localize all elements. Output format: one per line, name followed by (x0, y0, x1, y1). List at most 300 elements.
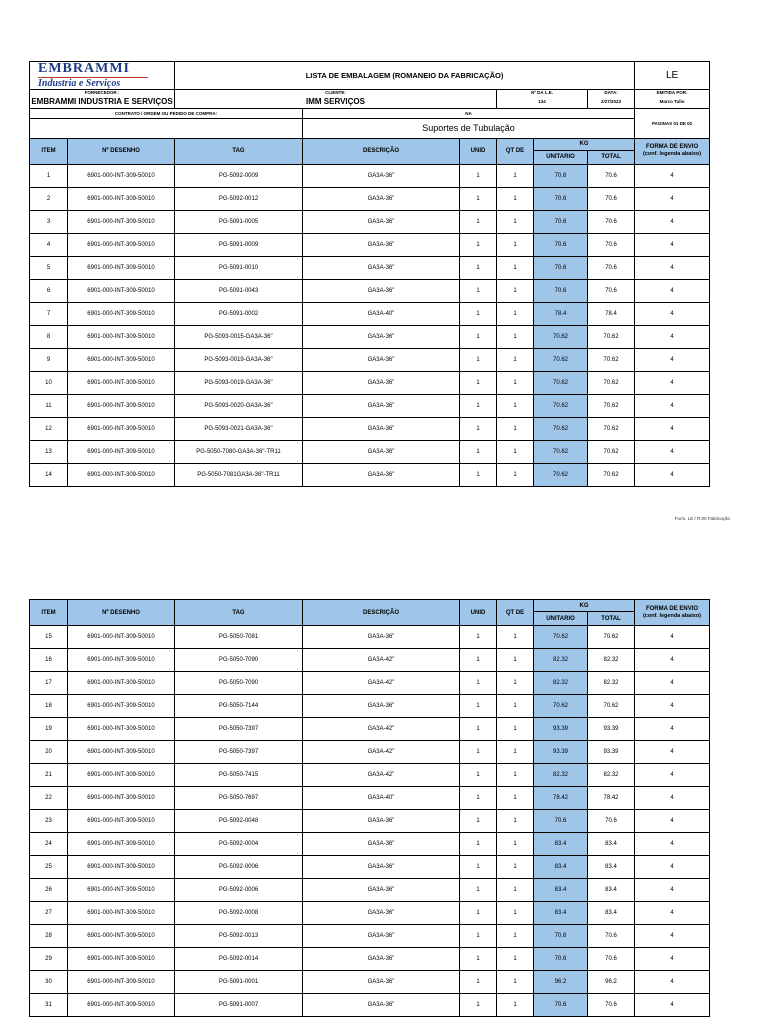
cell-desenho: 6901-000-INT-309-50010 (68, 902, 175, 925)
cell-unid: 1 (460, 856, 497, 879)
cell-unid: 1 (460, 210, 497, 233)
cell-kg-unitario: 70.62 (534, 463, 588, 486)
cell-descricao: GA3A-42" (303, 649, 460, 672)
cell-kg-total: 70.62 (588, 440, 635, 463)
cell-desenho: 6901-000-INT-309-50010 (68, 695, 175, 718)
cell-envio: 4 (635, 187, 710, 210)
cell-kg-unitario: 70.62 (534, 325, 588, 348)
cell-desenho: 6901-000-INT-309-50010 (68, 187, 175, 210)
cell-item: 12 (30, 417, 68, 440)
cell-desenho: 6901-000-INT-309-50010 (68, 925, 175, 948)
col-descricao: DESCRIÇÃO (303, 600, 460, 626)
cell-kg-unitario: 83.4 (534, 856, 588, 879)
cell-tag: PG-5050-7144 (175, 695, 303, 718)
cell-envio: 4 (635, 164, 710, 187)
col-envio-title: FORMA DE ENVIO (646, 144, 699, 150)
cell-envio: 4 (635, 994, 710, 1017)
cell-descricao: GA3A-36" (303, 463, 460, 486)
form-footer-note: Form. LE / R:00 Fabricação (674, 516, 730, 521)
contrato-label: CONTRATO / ORDEM OU PEDIDO DE COMPRA: (30, 108, 303, 118)
col-envio-note: (conf. legenda abaixo) (642, 612, 702, 619)
cell-kg-total: 70.62 (588, 325, 635, 348)
cell-qtde: 1 (497, 971, 534, 994)
cliente-value: IMM SERVIÇOS (175, 95, 497, 108)
cell-unid: 1 (460, 879, 497, 902)
col-descricao: DESCRIÇÃO (303, 138, 460, 164)
table-row (30, 672, 710, 695)
col-unitario: UNITARIO (534, 612, 588, 626)
company-logo (30, 62, 175, 90)
cell-kg-total: 70.6 (588, 164, 635, 187)
cell-envio: 4 (635, 833, 710, 856)
cell-descricao: GA3A-36" (303, 371, 460, 394)
cell-descricao: GA3A-36" (303, 810, 460, 833)
table-row (30, 463, 710, 486)
cell-tag: PG-5091-0007 (175, 994, 303, 1017)
cell-tag: PG-5091-0002 (175, 302, 303, 325)
cell-kg-total: 70.6 (588, 256, 635, 279)
table-row (30, 925, 710, 948)
cell-item: 5 (30, 256, 68, 279)
data-label: DATA: (588, 90, 635, 96)
cell-envio: 4 (635, 902, 710, 925)
cell-unid: 1 (460, 348, 497, 371)
cell-descricao: GA3A-36" (303, 187, 460, 210)
cell-desenho: 6901-000-INT-309-50010 (68, 256, 175, 279)
col-qtde: QT DE (497, 600, 534, 626)
cell-tag: PG-5050-7415 (175, 764, 303, 787)
cell-kg-total: 82.32 (588, 764, 635, 787)
col-unitario: UNITARIO (534, 150, 588, 164)
cell-kg-unitario: 78.42 (534, 787, 588, 810)
cell-envio: 4 (635, 210, 710, 233)
cell-kg-total: 70.62 (588, 626, 635, 649)
table-row (30, 440, 710, 463)
cell-item: 19 (30, 718, 68, 741)
cell-tag: PG-5050-7397 (175, 741, 303, 764)
cell-descricao: GA3A-40" (303, 787, 460, 810)
table-row (30, 279, 710, 302)
cell-kg-unitario: 82.32 (534, 764, 588, 787)
cell-desenho: 6901-000-INT-309-50010 (68, 279, 175, 302)
cell-qtde: 1 (497, 440, 534, 463)
cell-kg-unitario: 70.62 (534, 626, 588, 649)
cell-desenho: 6901-000-INT-309-50010 (68, 718, 175, 741)
cell-tag: PG-5092-0009 (175, 164, 303, 187)
cell-unid: 1 (460, 971, 497, 994)
cell-tag: PG-5092-0008 (175, 902, 303, 925)
cell-qtde: 1 (497, 233, 534, 256)
cell-item: 14 (30, 463, 68, 486)
cell-desenho: 6901-000-INT-309-50010 (68, 971, 175, 994)
cell-kg-total: 82.32 (588, 649, 635, 672)
col-envio (635, 600, 710, 626)
cell-desenho: 6901-000-INT-309-50010 (68, 626, 175, 649)
col-tag: TAG (175, 138, 303, 164)
packing-list-page-2 (29, 599, 710, 1017)
cell-descricao: GA3A-42" (303, 741, 460, 764)
cell-unid: 1 (460, 741, 497, 764)
cell-envio: 4 (635, 233, 710, 256)
cell-tag: PG-5050-7081 (175, 626, 303, 649)
cell-unid: 1 (460, 302, 497, 325)
cell-tag: PG-5050-7081GA3A-36"-TR11 (175, 463, 303, 486)
cell-envio: 4 (635, 256, 710, 279)
cell-envio: 4 (635, 695, 710, 718)
cell-tag: PG-5091-0005 (175, 210, 303, 233)
col-kg: KG (534, 138, 635, 150)
cell-descricao: GA3A-36" (303, 626, 460, 649)
col-tag: TAG (175, 600, 303, 626)
cell-kg-unitario: 93.39 (534, 718, 588, 741)
fornecedor-label: FORNECEDOR : (30, 90, 175, 96)
cell-kg-total: 78.42 (588, 787, 635, 810)
cell-tag: PG-5092-0004 (175, 833, 303, 856)
cell-unid: 1 (460, 787, 497, 810)
cell-desenho: 6901-000-INT-309-50010 (68, 948, 175, 971)
cell-qtde: 1 (497, 994, 534, 1017)
cell-envio: 4 (635, 948, 710, 971)
cell-envio: 4 (635, 649, 710, 672)
cell-unid: 1 (460, 810, 497, 833)
cell-kg-unitario: 70.6 (534, 233, 588, 256)
cell-desenho: 6901-000-INT-309-50010 (68, 649, 175, 672)
cell-envio: 4 (635, 463, 710, 486)
cell-kg-total: 83.4 (588, 856, 635, 879)
cell-descricao: GA3A-36" (303, 695, 460, 718)
col-total: TOTAL (588, 612, 635, 626)
cell-qtde: 1 (497, 164, 534, 187)
cell-envio: 4 (635, 394, 710, 417)
cell-qtde: 1 (497, 948, 534, 971)
cell-kg-total: 70.6 (588, 925, 635, 948)
cell-item: 20 (30, 741, 68, 764)
table-row (30, 718, 710, 741)
table-row (30, 233, 710, 256)
table-row (30, 948, 710, 971)
cell-kg-total: 70.6 (588, 994, 635, 1017)
cell-tag: PG-5092-0006 (175, 879, 303, 902)
cell-descricao: GA3A-42" (303, 764, 460, 787)
cell-envio: 4 (635, 925, 710, 948)
cell-descricao: GA3A-36" (303, 879, 460, 902)
cell-envio: 4 (635, 279, 710, 302)
cell-kg-unitario: 70.6 (534, 164, 588, 187)
cell-kg-total: 70.6 (588, 187, 635, 210)
cell-kg-unitario: 70.62 (534, 371, 588, 394)
cell-tag: PG-5093-0020-GA3A-36" (175, 394, 303, 417)
cell-item: 21 (30, 764, 68, 787)
cell-qtde: 1 (497, 348, 534, 371)
cell-qtde: 1 (497, 394, 534, 417)
cell-envio: 4 (635, 302, 710, 325)
cell-qtde: 1 (497, 210, 534, 233)
cell-descricao: GA3A-36" (303, 948, 460, 971)
cell-tag: PG-5050-7090 (175, 672, 303, 695)
cell-unid: 1 (460, 649, 497, 672)
contrato-value (30, 118, 303, 138)
cell-item: 11 (30, 394, 68, 417)
table-row (30, 741, 710, 764)
cell-descricao: GA3A-42" (303, 718, 460, 741)
cell-kg-total: 70.6 (588, 210, 635, 233)
cell-tag: PG-5050-7697 (175, 787, 303, 810)
cell-unid: 1 (460, 279, 497, 302)
table-body-page-1 (30, 164, 710, 486)
cell-tag: PG-5091-0010 (175, 256, 303, 279)
cell-kg-total: 78.4 (588, 302, 635, 325)
cell-descricao: GA3A-36" (303, 394, 460, 417)
cell-item: 31 (30, 994, 68, 1017)
cell-tag: PG-5092-0048 (175, 810, 303, 833)
table-row (30, 187, 710, 210)
cell-kg-unitario: 70.6 (534, 256, 588, 279)
table-row (30, 371, 710, 394)
cell-qtde: 1 (497, 718, 534, 741)
cell-kg-unitario: 70.62 (534, 417, 588, 440)
col-item: ITEM (30, 138, 68, 164)
cell-kg-total: 70.62 (588, 417, 635, 440)
cell-kg-total: 70.62 (588, 371, 635, 394)
cell-unid: 1 (460, 764, 497, 787)
cell-item: 6 (30, 279, 68, 302)
cell-unid: 1 (460, 440, 497, 463)
cell-kg-unitario: 70.6 (534, 948, 588, 971)
cell-item: 26 (30, 879, 68, 902)
cell-kg-total: 82.32 (588, 672, 635, 695)
table-row (30, 971, 710, 994)
col-qtde: QT DE (497, 138, 534, 164)
cell-qtde: 1 (497, 187, 534, 210)
cell-kg-unitario: 70.6 (534, 210, 588, 233)
cell-desenho: 6901-000-INT-309-50010 (68, 348, 175, 371)
cell-envio: 4 (635, 626, 710, 649)
cell-qtde: 1 (497, 925, 534, 948)
table-row (30, 833, 710, 856)
document-title: LISTA DE EMBALAGEM (ROMANEIO DA FABRICAÇÃO) (175, 62, 635, 90)
cell-kg-unitario: 70.62 (534, 394, 588, 417)
cell-item: 2 (30, 187, 68, 210)
cell-tag: PG-5092-0013 (175, 925, 303, 948)
cell-qtde: 1 (497, 649, 534, 672)
cell-descricao: GA3A-36" (303, 417, 460, 440)
cell-tag: PG-5050-7080-GA3A-36"-TR11 (175, 440, 303, 463)
cell-descricao: GA3A-36" (303, 440, 460, 463)
cell-kg-total: 70.62 (588, 695, 635, 718)
col-unid: UNID (460, 138, 497, 164)
cell-unid: 1 (460, 833, 497, 856)
table-row (30, 302, 710, 325)
cell-kg-total: 70.6 (588, 279, 635, 302)
cell-kg-unitario: 96.2 (534, 971, 588, 994)
cell-item: 8 (30, 325, 68, 348)
cell-item: 3 (30, 210, 68, 233)
cell-item: 9 (30, 348, 68, 371)
cell-item: 10 (30, 371, 68, 394)
col-unid: UNID (460, 600, 497, 626)
cliente-label: CLIENTE: (175, 90, 497, 96)
cell-desenho: 6901-000-INT-309-50010 (68, 233, 175, 256)
cell-desenho: 6901-000-INT-309-50010 (68, 833, 175, 856)
cell-kg-unitario: 70.62 (534, 440, 588, 463)
cell-kg-total: 70.6 (588, 233, 635, 256)
cell-item: 1 (30, 164, 68, 187)
cell-desenho: 6901-000-INT-309-50010 (68, 764, 175, 787)
cell-kg-unitario: 70.6 (534, 279, 588, 302)
cell-item: 29 (30, 948, 68, 971)
cell-desenho: 6901-000-INT-309-50010 (68, 672, 175, 695)
cell-desenho: 6901-000-INT-309-50010 (68, 994, 175, 1017)
table-row (30, 902, 710, 925)
cell-qtde: 1 (497, 741, 534, 764)
table-row (30, 649, 710, 672)
cell-tag: PG-5093-0019-GA3A-36" (175, 348, 303, 371)
table-row (30, 695, 710, 718)
col-envio-note: (conf. legenda abaixo) (643, 151, 702, 157)
cell-unid: 1 (460, 417, 497, 440)
table-row (30, 994, 710, 1017)
cell-kg-total: 70.6 (588, 948, 635, 971)
cell-qtde: 1 (497, 695, 534, 718)
cell-kg-total: 83.4 (588, 902, 635, 925)
cell-item: 7 (30, 302, 68, 325)
cell-item: 22 (30, 787, 68, 810)
nr-le-label: Nº DA L.E. (497, 90, 588, 96)
cell-descricao: GA3A-36" (303, 348, 460, 371)
table-row (30, 325, 710, 348)
cell-item: 30 (30, 971, 68, 994)
cell-envio: 4 (635, 440, 710, 463)
cell-tag: PG-5093-0015-GA3A-36" (175, 325, 303, 348)
table-row (30, 764, 710, 787)
cell-tag: PG-5092-0012 (175, 187, 303, 210)
table-row (30, 810, 710, 833)
cell-unid: 1 (460, 626, 497, 649)
cell-descricao: GA3A-36" (303, 325, 460, 348)
cell-desenho: 6901-000-INT-309-50010 (68, 325, 175, 348)
document-code: LE (635, 62, 710, 90)
cell-desenho: 6901-000-INT-309-50010 (68, 856, 175, 879)
cell-item: 18 (30, 695, 68, 718)
cell-desenho: 6901-000-INT-309-50010 (68, 463, 175, 486)
cell-envio: 4 (635, 325, 710, 348)
cell-kg-total: 70.62 (588, 394, 635, 417)
cell-descricao: GA3A-36" (303, 210, 460, 233)
cell-envio: 4 (635, 417, 710, 440)
cell-envio: 4 (635, 787, 710, 810)
col-item: ITEM (30, 600, 68, 626)
cell-desenho: 6901-000-INT-309-50010 (68, 210, 175, 233)
cell-unid: 1 (460, 718, 497, 741)
cell-qtde: 1 (497, 325, 534, 348)
cell-unid: 1 (460, 164, 497, 187)
cell-envio: 4 (635, 971, 710, 994)
cell-descricao: GA3A-36" (303, 233, 460, 256)
cell-qtde: 1 (497, 626, 534, 649)
cell-tag: PG-5093-0021-GA3A-36" (175, 417, 303, 440)
cell-envio: 4 (635, 672, 710, 695)
cell-unid: 1 (460, 187, 497, 210)
cell-item: 17 (30, 672, 68, 695)
col-desenho: Nº DESENHO (68, 600, 175, 626)
cell-unid: 1 (460, 371, 497, 394)
cell-envio: 4 (635, 764, 710, 787)
packing-list-page-1 (29, 61, 710, 487)
cell-kg-total: 83.4 (588, 833, 635, 856)
cell-unid: 1 (460, 256, 497, 279)
cell-qtde: 1 (497, 672, 534, 695)
cell-desenho: 6901-000-INT-309-50010 (68, 787, 175, 810)
cell-qtde: 1 (497, 279, 534, 302)
cell-tag: PG-5050-7397 (175, 718, 303, 741)
table-row (30, 210, 710, 233)
cell-desenho: 6901-000-INT-309-50010 (68, 440, 175, 463)
paginas: PAGINAS 01 DE 02 (635, 108, 710, 138)
cell-descricao: GA3A-36" (303, 256, 460, 279)
cell-qtde: 1 (497, 787, 534, 810)
subject-title: Suportes de Tubulação (303, 118, 635, 138)
cell-qtde: 1 (497, 833, 534, 856)
col-envio-title: FORMA DE ENVIO (645, 605, 699, 612)
cell-envio: 4 (635, 371, 710, 394)
table-row (30, 417, 710, 440)
col-desenho: Nº DESENHO (68, 138, 175, 164)
cell-unid: 1 (460, 394, 497, 417)
cell-kg-unitario: 93.39 (534, 741, 588, 764)
cell-tag: PG-5093-0019-GA3A-36" (175, 371, 303, 394)
cell-kg-unitario: 83.4 (534, 879, 588, 902)
cell-kg-total: 93.39 (588, 741, 635, 764)
cell-kg-total: 96.2 (588, 971, 635, 994)
cell-unid: 1 (460, 325, 497, 348)
cell-unid: 1 (460, 925, 497, 948)
cell-kg-total: 83.4 (588, 879, 635, 902)
table-body-page-2 (30, 626, 710, 1017)
table-row (30, 164, 710, 187)
cell-desenho: 6901-000-INT-309-50010 (68, 302, 175, 325)
cell-qtde: 1 (497, 463, 534, 486)
cell-kg-unitario: 70.6 (534, 810, 588, 833)
cell-kg-unitario: 78.4 (534, 302, 588, 325)
cell-qtde: 1 (497, 417, 534, 440)
cell-desenho: 6901-000-INT-309-50010 (68, 810, 175, 833)
col-kg: KG (534, 600, 635, 612)
cell-qtde: 1 (497, 856, 534, 879)
cell-desenho: 6901-000-INT-309-50010 (68, 164, 175, 187)
cell-qtde: 1 (497, 302, 534, 325)
cell-envio: 4 (635, 810, 710, 833)
cell-kg-unitario: 82.32 (534, 649, 588, 672)
cell-envio: 4 (635, 741, 710, 764)
cell-envio: 4 (635, 348, 710, 371)
logo-top-text: EMBRAMMI (38, 61, 130, 76)
cell-qtde: 1 (497, 902, 534, 925)
cell-unid: 1 (460, 902, 497, 925)
col-envio (635, 138, 710, 164)
cell-unid: 1 (460, 672, 497, 695)
cell-kg-unitario: 70.6 (534, 187, 588, 210)
cell-descricao: GA3A-36" (303, 902, 460, 925)
cell-item: 13 (30, 440, 68, 463)
cell-item: 23 (30, 810, 68, 833)
cell-descricao: GA3A-36" (303, 971, 460, 994)
cell-tag: PG-5091-0043 (175, 279, 303, 302)
cell-tag: PG-5092-0006 (175, 856, 303, 879)
cell-descricao: GA3A-36" (303, 994, 460, 1017)
fornecedor-value: EMBRAMMI INDUSTRIA E SERVIÇOS (30, 95, 175, 108)
cell-qtde: 1 (497, 371, 534, 394)
table-row (30, 787, 710, 810)
